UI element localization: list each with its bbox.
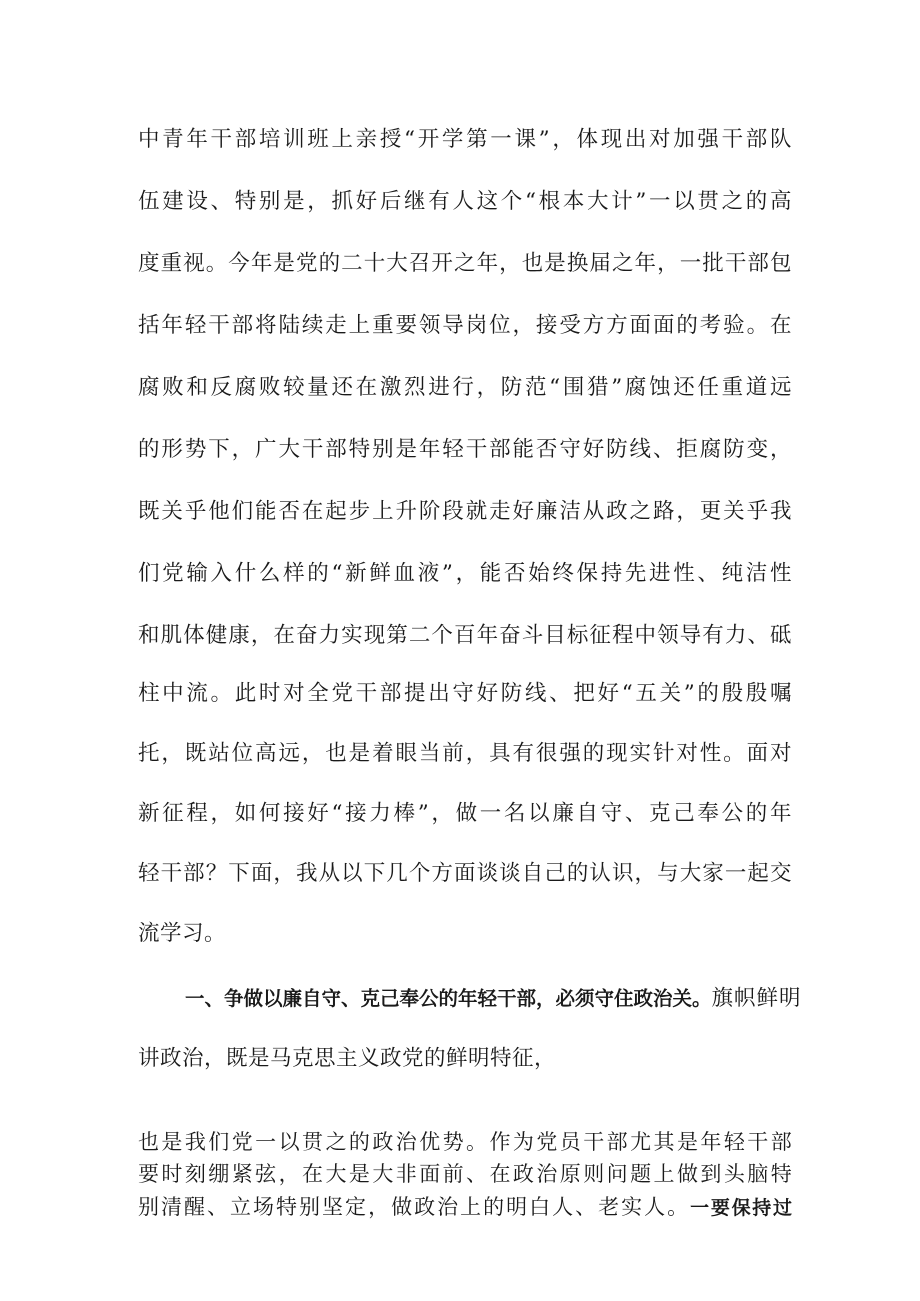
body-text-line: 括年轻干部将陆续走上重要领导岗位，接受方方面面的考验。在 <box>138 313 792 338</box>
body-text-line: 中青年干部培训班上亲授“开学第一课”，体现出对加强干部队 <box>138 127 792 152</box>
body-text-line: 轻干部？下面，我从以下几个方面谈谈自己的认识，与大家一起交 <box>138 861 792 886</box>
body-text-line: 度重视。今年是党的二十大召开之年，也是换届之年，一批干部包 <box>138 251 792 276</box>
body-text-line: 和肌体健康，在奋力实现第二个百年奋斗目标征程中领导有力、砥 <box>138 623 792 648</box>
body-text-line: 也是我们党一以贯之的政治优势。作为党员干部尤其是年轻干部 <box>138 1130 792 1154</box>
body-text-normal: 别清醒、立场特别坚定，做政治上的明白人、老实人。 <box>138 1195 691 1219</box>
body-text-line: 流学习。 <box>138 921 227 946</box>
body-text-line: 的形势下，广大干部特别是年轻干部能否守好防线、拒腐防变， <box>138 437 792 462</box>
section-heading <box>185 984 802 1014</box>
body-text-line: 讲政治，既是马克思主义政党的鲜明特征， <box>138 1046 557 1071</box>
body-text-line: 既关乎他们能否在起步上升阶段就走好廉洁从政之路，更关乎我 <box>138 499 792 524</box>
body-text-line: 们党输入什么样的“新鲜血液”，能否始终保持先进性、纯洁性 <box>138 561 792 586</box>
body-text-line: 柱中流。此时对全党干部提出守好防线、把好“五关”的殷殷嘱 <box>138 681 792 706</box>
body-text-line: 托，既站位高远，也是着眼当前，具有很强的现实针对性。面对 <box>138 741 792 766</box>
body-text-bold: 一要保持过 <box>690 1197 792 1219</box>
section-heading-rest: 旗帜鲜明 <box>711 986 802 1011</box>
body-text-line: 腐败和反腐败较量还在激烈进行，防范“围猎”腐蚀还任重道远 <box>138 375 792 400</box>
body-text-line: 伍建设、特别是，抓好后继有人这个“根本大计”一以贯之的高 <box>138 189 792 214</box>
section-heading-bold: 一、争做以廉自守、克己奉公的年轻干部，必须守住政治关。 <box>185 987 712 1010</box>
body-text-line: 要时刻绷紧弦，在大是大非面前、在政治原则问题上做到头脑特 <box>138 1162 792 1186</box>
body-text-line <box>138 1193 792 1222</box>
body-text-line: 新征程，如何接好“接力棒”，做一名以廉自守、克己奉公的年 <box>138 801 792 826</box>
